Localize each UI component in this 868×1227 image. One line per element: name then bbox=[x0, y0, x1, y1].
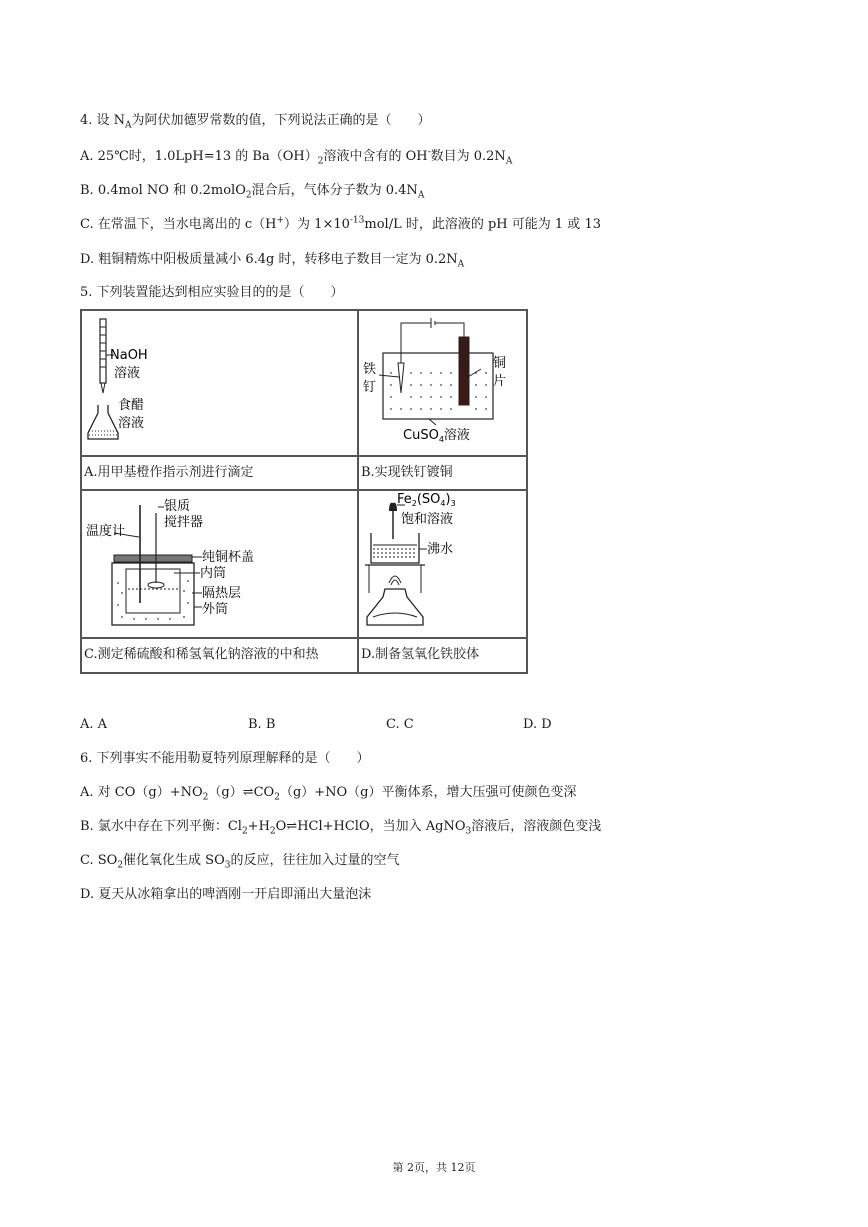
colloid-preparation-diagram bbox=[361, 493, 526, 637]
label-boiling-water: 沸水 bbox=[427, 542, 454, 557]
q4-option-a: A. 25℃时，1.0LpH=13 的 $Ba(OH)_2$溶液中含有的 OH-数目为 $0.2N_A$ bbox=[80, 147, 513, 167]
q6-stem: 6. 下列事实不能用勒夏特列原理解释的是（ ） bbox=[80, 751, 370, 766]
cell-d-figure bbox=[358, 490, 527, 638]
page-footer: 第 2页，共 12页 bbox=[392, 1161, 476, 1174]
cell-b-figure bbox=[358, 310, 527, 456]
q4-option-c: C. 在常温下，当水电离出的 c（H+）为 $1\times 10^{-13}mol/L$ 时，此溶液的 pH 可能为 1 或 13 bbox=[80, 215, 601, 232]
q6-option-c: C. $SO_2$催化氧化生成 $SO_3$的反应，往往加入过量的空气 bbox=[80, 853, 400, 871]
label-insulation: 隔热层 bbox=[202, 586, 242, 601]
q6-option-b: B. 氯水中存在下列平衡：$Cl_2+H_2O\rightleftharpoons HCl+HClO$，当加入 AgNO$_3$溶液后，溶液颜色变浅 bbox=[80, 819, 602, 837]
q5-stem: 5. 下列装置能达到相应实验目的的是（ ） bbox=[80, 285, 344, 300]
cell-a-figure bbox=[81, 310, 358, 456]
q4-option-b: B. 0.4mol NO 和 0.2molO$_2$混合后，气体分子数为 $0.4N_A$ bbox=[80, 183, 425, 201]
label-thermometer: 温度计 bbox=[86, 524, 126, 539]
label-cuso4-solution: CuSO$_4$溶液 bbox=[403, 428, 470, 444]
label-solution-1: 溶液 bbox=[114, 366, 141, 381]
label-silver: 银质 bbox=[164, 499, 191, 514]
q5-option-b: B. B bbox=[248, 717, 276, 732]
label-inner-tube: 内筒 bbox=[200, 566, 227, 581]
label-stirrer: 搅拌器 bbox=[164, 515, 204, 530]
calorimeter-diagram bbox=[84, 493, 284, 637]
q5-figure-table bbox=[80, 309, 528, 674]
q5-option-a: A. A bbox=[80, 717, 108, 732]
label-copper-1: 铜 bbox=[493, 356, 507, 371]
cell-b-caption: B.实现铁钉镀铜 bbox=[358, 456, 527, 490]
label-iron-1: 铁 bbox=[363, 362, 377, 377]
label-iron-2: 钉 bbox=[363, 380, 377, 395]
label-copper-2: 片 bbox=[493, 374, 507, 389]
q5-option-c: C. C bbox=[386, 717, 414, 732]
label-outer-tube: 外筒 bbox=[202, 602, 229, 617]
cell-a-caption: A.用甲基橙作指示剂进行滴定 bbox=[81, 456, 358, 490]
q5-option-d: D. D bbox=[523, 717, 552, 732]
cell-c-caption: C.测定稀硫酸和稀氢氧化钠溶液的中和热 bbox=[81, 638, 358, 673]
q4-option-d: D. 粗铜精炼中阳极质量减小 6.4g 时，转移电子数目一定为 $0.2N_A$ bbox=[80, 252, 465, 270]
label-vinegar: 食醋 bbox=[118, 398, 145, 413]
q4-stem: 4. 设 $N_A$为阿伏加德罗常数的值，下列说法正确的是（ ） bbox=[80, 113, 431, 131]
label-copper-lid: 纯铜杯盖 bbox=[202, 550, 255, 565]
q6-option-a: A. 对 $CO(g)+NO_2(g)\rightleftharpoons CO_2(g)+NO(g)$平衡体系，增大压强可使颜色变深 bbox=[80, 785, 577, 803]
label-solution-2: 溶液 bbox=[118, 416, 145, 431]
label-naoh: NaOH bbox=[110, 348, 148, 363]
label-saturated-solution: 饱和溶液 bbox=[401, 512, 454, 527]
label-fe2so43: $Fe_2(SO_4)_3$ bbox=[397, 493, 456, 508]
q6-option-d: D. 夏天从冰箱拿出的啤酒刚一开启即涌出大量泡沫 bbox=[80, 887, 372, 902]
cell-d-caption: D.制备氢氧化铁胶体 bbox=[358, 638, 527, 673]
cell-c-figure bbox=[81, 490, 358, 638]
titration-apparatus-diagram bbox=[84, 313, 234, 453]
electroplating-apparatus-diagram bbox=[361, 313, 526, 455]
